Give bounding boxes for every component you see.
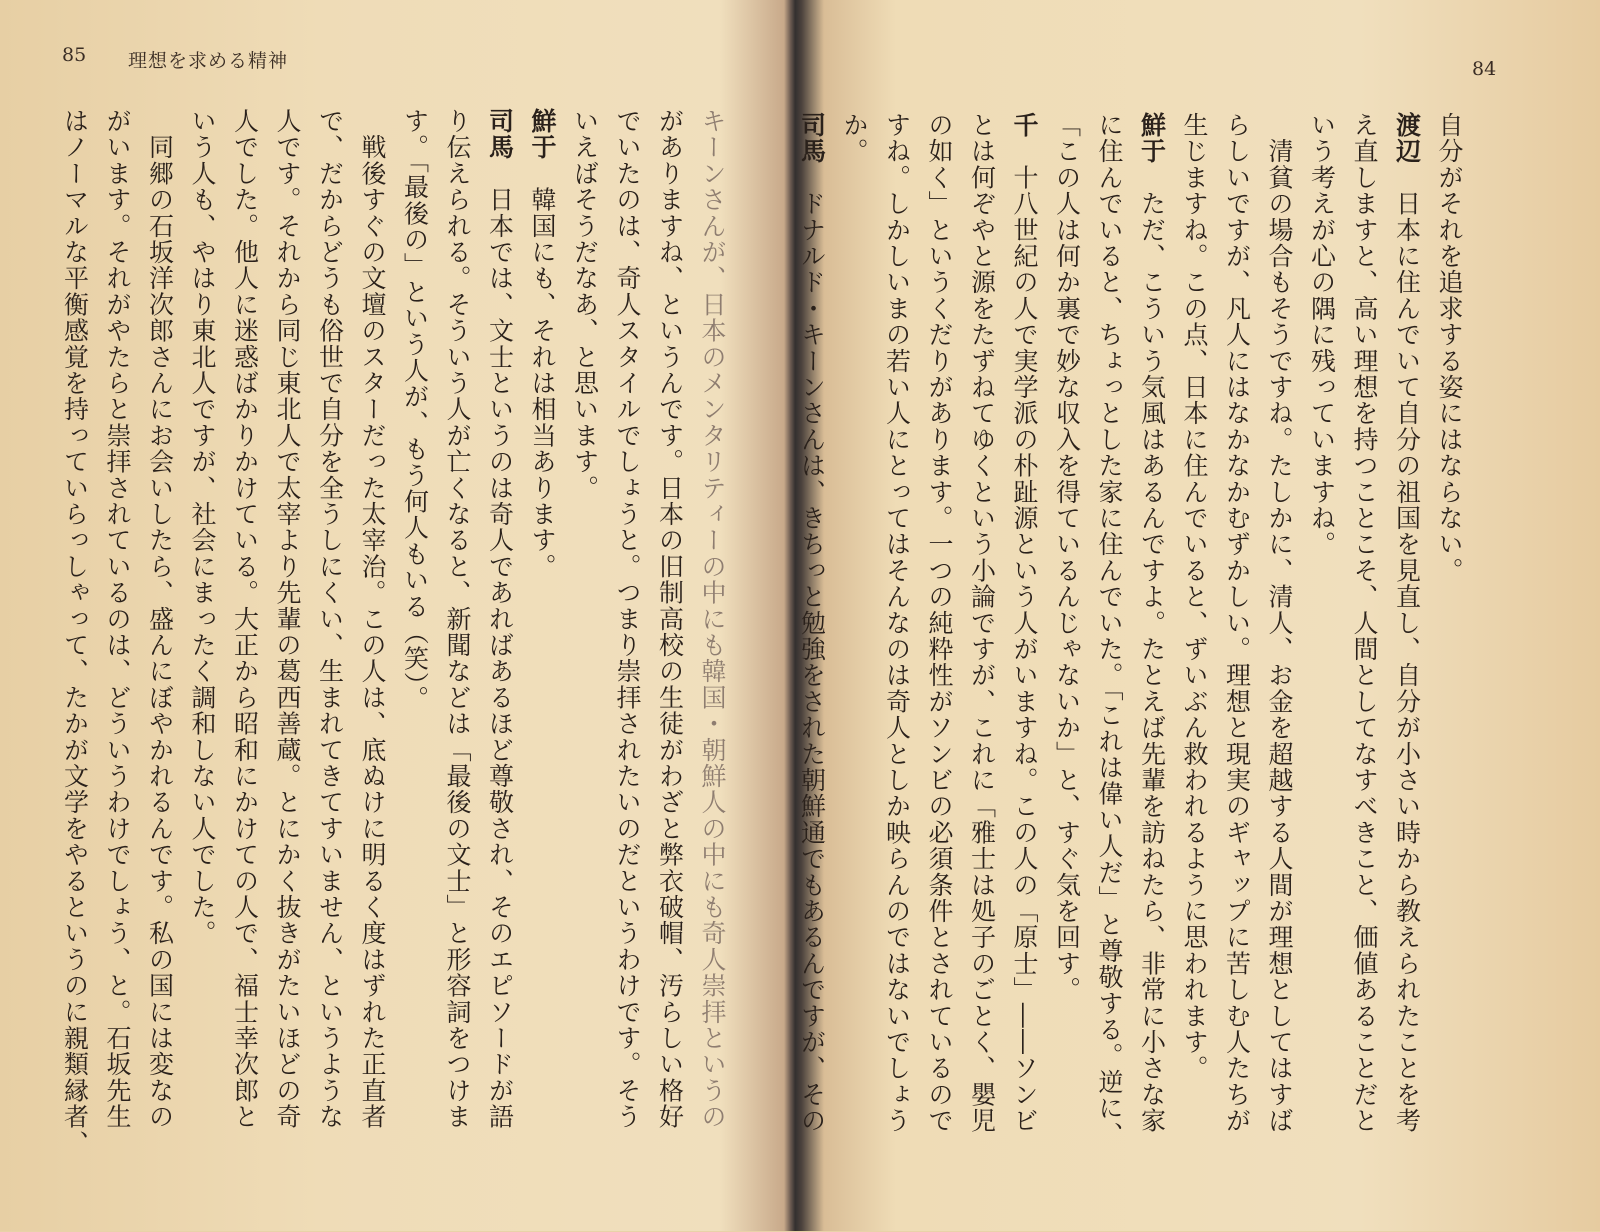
text-column xyxy=(1222,112,1252,1232)
column-text: すね。しかしいまの若い人にとってはそんなのは奇人としか映らんのではないでしょう xyxy=(882,112,912,1134)
column-text: がありますね、というんです。日本の旧制高校の生徒がわざと弊衣破帽、汚らしい格好 xyxy=(655,108,685,1130)
text-column xyxy=(1392,112,1422,1232)
column-text: り伝えられる。そういう人が亡くなると、新聞などは「最後の文士」と形容詞をつけま xyxy=(443,108,472,1130)
text-column xyxy=(1052,112,1082,1232)
speaker-label: 鮮于 xyxy=(1137,112,1167,165)
text-column xyxy=(60,108,90,1228)
column-text: ドナルド・キーンさんは、きちっと勉強をされた朝鮮通でもあるんですが、その xyxy=(797,164,827,1134)
column-text: 日本では、文士というのは奇人であればあるほど尊敬され、そのエピソードが語 xyxy=(485,160,515,1130)
text-column xyxy=(360,108,385,1228)
column-text: か。 xyxy=(840,112,869,165)
text-column xyxy=(1097,112,1122,1232)
column-text: とは何ぞやと源をたずねてゆくという小論ですが、これに「雅士は処子のごとく、嬰児 xyxy=(967,112,997,1134)
column-text: 十八世紀の人で実学派の朴趾源という人がいますね。この人の「原士」――ソンビ xyxy=(1010,138,1039,1134)
column-text: 韓国にも、それは相当あります。 xyxy=(528,160,557,580)
column-text: 戦後すぐの文壇のスターだった太宰治。この人は、底ぬけに明るく度はずれた正直者 xyxy=(358,108,387,1130)
column-text: え直しますと、高い理想を持つことこそ、人間としてなすべきこと、価値あることだと xyxy=(1350,112,1379,1134)
text-column xyxy=(797,112,827,1232)
text-column xyxy=(882,112,912,1232)
column-text: 人です。それから同じ東北人で太宰より先輩の葛西善蔵。とにかく抜きがたいほどの奇 xyxy=(273,108,302,1130)
left-page xyxy=(0,0,782,1231)
page-number: 85 xyxy=(62,44,87,66)
column-text: 人でした。他人に迷惑ばかりかけている。大正から昭和にかけての人で、福士幸次郎と xyxy=(230,108,260,1130)
column-text: 生じますね。この点、日本に住んでいると、ずいぶん救われるように思われます。 xyxy=(1180,112,1209,1082)
column-text: の如く」というくだりがあります。一つの純粋性がソンビの必須条件とされているので xyxy=(925,112,954,1134)
text-column xyxy=(190,108,215,1228)
column-text: はノーマルな平衡感覚を持っていらっしゃって、たかが文学をやるというのに親類縁者、 xyxy=(60,108,90,1156)
column-text: 「この人は何か裏で妙な収入を得ているんじゃないか」と、すぐ気を回す。 xyxy=(1052,112,1082,1003)
column-text: らしいですが、凡人にはなかなかむずかしい。理想と現実のギャップに苦しむ人たちが xyxy=(1222,112,1252,1134)
speaker-label: 司馬 xyxy=(797,112,827,165)
text-column xyxy=(445,108,470,1228)
column-text: ただ、こういう気風はあるんですよ。たとえば先輩を訪ねたら、非常に小さな家 xyxy=(1137,164,1167,1134)
column-text: 清貧の場合もそうですね。たしかに、清人、お金を超越する人間が理想としてはすば xyxy=(1265,112,1294,1134)
text-column xyxy=(145,108,175,1228)
text-column xyxy=(842,112,867,1232)
text-column xyxy=(570,108,600,1228)
page-number: 84 xyxy=(1472,58,1497,80)
column-text: いえばそうだなあ、と思います。 xyxy=(570,108,600,501)
text-column xyxy=(1307,112,1337,1232)
text-column xyxy=(230,108,260,1228)
speaker-label: 司馬 xyxy=(485,108,515,161)
column-text: 日本に住んでいて自分の祖国を見直し、自分が小さい時から教えられたことを考 xyxy=(1392,164,1422,1134)
column-text: 同郷の石坂洋次郎さんにお会いしたら、盛んにぼやかれるんです。私の国には変なの xyxy=(145,108,175,1130)
speaker-label: 鮮于 xyxy=(528,108,557,161)
text-column xyxy=(967,112,997,1232)
text-column xyxy=(1137,112,1167,1232)
text-column xyxy=(315,108,345,1228)
text-column xyxy=(1267,112,1292,1232)
text-column xyxy=(700,108,725,1228)
column-text: いう人も、やはり東北人ですが、社会にまったく調和しない人でした。 xyxy=(188,108,217,947)
text-column xyxy=(1437,112,1462,1232)
column-text: がいます。それがやたらと崇拝されているのは、どういうわけでしょう、と。石坂先生 xyxy=(103,108,132,1130)
column-text: でいたのは、奇人スタイルでしょうと。つまり崇拝されたいのだというわけです。そう xyxy=(613,108,642,1130)
text-column xyxy=(530,108,555,1228)
column-text: す。「最後の」という人が、もう何人もいる（笑）。 xyxy=(400,108,430,712)
speaker-label: 渡辺 xyxy=(1392,112,1422,165)
speaker-label: 千 xyxy=(1010,112,1039,139)
text-column xyxy=(927,112,952,1232)
text-column xyxy=(615,108,640,1228)
text-column xyxy=(105,108,130,1228)
text-column xyxy=(400,108,430,1228)
text-column xyxy=(1012,112,1037,1232)
column-text: で、だからどうも俗世で自分を全うしにくい、生まれてきてすいません、というような xyxy=(315,108,345,1130)
text-column xyxy=(275,108,300,1228)
text-column xyxy=(655,108,685,1228)
column-text: 自分がそれを追求する姿にはならない。 xyxy=(1435,112,1464,584)
text-column xyxy=(1352,112,1377,1232)
running-title: 理想を求める精神 xyxy=(128,50,289,72)
right-page xyxy=(790,0,1600,1231)
text-column xyxy=(485,108,515,1228)
column-text: に住んでいると、ちょっとした家に住んでいた。「これは偉い人だ」と尊敬する。逆に、 xyxy=(1095,112,1124,1148)
column-text: キーンさんが、日本のメンタリティーの中にも韓国・朝鮮人の中にも奇人崇拝というの xyxy=(698,108,727,1130)
column-text: いう考えが心の隅に残っていますね。 xyxy=(1307,112,1337,558)
text-column xyxy=(1182,112,1207,1232)
